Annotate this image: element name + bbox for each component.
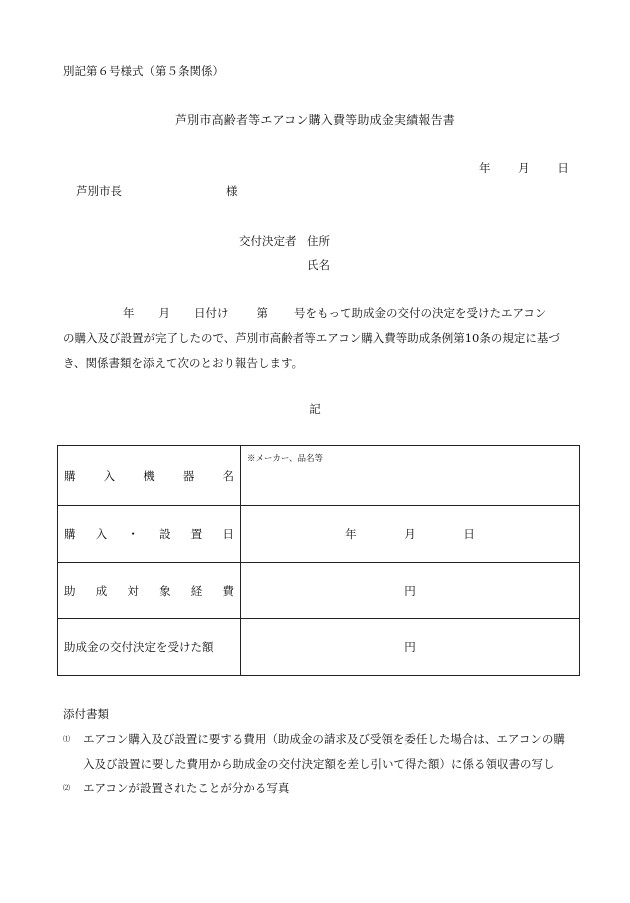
label-purchased-equipment: 購 入 機 器 名 <box>58 446 241 506</box>
granted-amount-field[interactable] <box>241 619 580 676</box>
equipment-name-field[interactable] <box>241 446 580 506</box>
attachment-item-1 <box>63 731 565 747</box>
yen-unit: 円 <box>404 640 416 654</box>
attachment-item-2 <box>63 780 289 796</box>
body-day: 日付け <box>194 306 229 320</box>
date-year-label: 年 <box>479 161 491 175</box>
table-row <box>58 563 580 619</box>
body-line-2: の購入及び設置が完了したので、芦別市高齢者等エアコン購入費等助成条例第10条の規定に基づ <box>63 331 560 345</box>
eligible-cost-field[interactable] <box>241 563 580 619</box>
maker-note: ※メーカー、品名等 <box>247 454 323 464</box>
attachment-number: ⑵ <box>63 784 70 792</box>
label-purchase-install-date: 購 入 ・ 設 置 日 <box>58 506 241 563</box>
install-year: 年 <box>345 527 357 541</box>
report-date <box>479 160 569 176</box>
install-day: 日 <box>463 527 475 541</box>
body-line-1 <box>63 301 578 326</box>
report-body <box>63 301 578 376</box>
body-line-1-rest: 号をもって助成金の交付の決定を受けたエアコン <box>294 306 547 320</box>
addressee-honorific: 様 <box>226 184 238 198</box>
body-month: 月 <box>158 306 170 320</box>
body-line-3: き、関係書類を添えて次のとおり報告します。 <box>63 356 304 370</box>
date-day-label: 日 <box>557 161 569 175</box>
install-month: 月 <box>404 527 416 541</box>
report-title: 芦別市高齢者等エアコン購入費等助成金実績報告書 <box>174 113 455 127</box>
applicant-label: 交付決定者 <box>239 234 297 248</box>
attachment-number: ⑴ <box>63 735 70 743</box>
name-label: 氏名 <box>307 258 330 272</box>
attachments-heading: 添付書類 <box>63 707 109 721</box>
table-row <box>58 506 580 563</box>
date-month-label: 月 <box>518 161 530 175</box>
attachment-text: エアコンが設置されたことが分かる写真 <box>83 781 290 795</box>
table-row <box>58 446 580 506</box>
table-row <box>58 619 580 676</box>
yen-unit: 円 <box>404 583 416 598</box>
install-date-field[interactable] <box>241 506 580 563</box>
attachment-item-1-continued: 入及び設置に要した費用から助成金の交付決定額を差し引いて得た額）に係る領収書の写し <box>83 757 555 771</box>
details-table <box>57 445 580 676</box>
label-eligible-cost: 助 成 対 象 経 費 <box>58 563 241 619</box>
address-label: 住所 <box>307 234 330 248</box>
label-granted-amount: 助成金の交付決定を受けた額 <box>58 619 241 676</box>
ki-heading: 記 <box>309 402 321 416</box>
body-number-prefix: 第 <box>256 306 268 320</box>
attachment-text: エアコン購入及び設置に要する費用（助成金の請求及び受領を委任した場合は、エアコンの購 <box>83 732 565 746</box>
addressee-mayor: 芦別市長 <box>76 184 122 198</box>
form-number: 別記第６号様式（第５条関係） <box>63 64 224 78</box>
body-year: 年 <box>123 306 135 320</box>
